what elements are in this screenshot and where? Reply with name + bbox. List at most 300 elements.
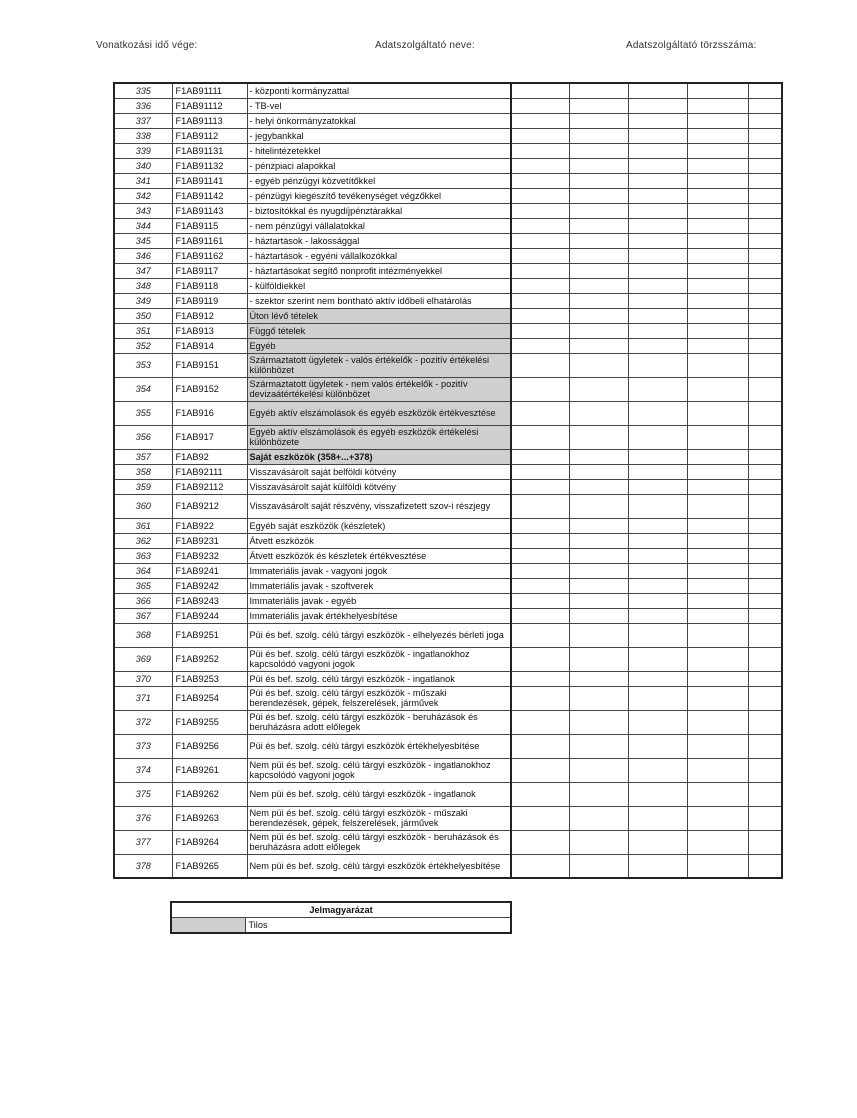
value-cell[interactable]: [687, 83, 748, 98]
row-description: - külföldiekkel: [247, 278, 511, 293]
value-cell[interactable]: [511, 278, 569, 293]
value-cell[interactable]: [511, 338, 569, 353]
value-cell[interactable]: [687, 782, 748, 806]
table-row: [114, 782, 782, 806]
value-cell[interactable]: [569, 593, 628, 608]
value-cell[interactable]: [748, 593, 782, 608]
value-cell[interactable]: [748, 758, 782, 782]
value-cell[interactable]: [628, 401, 687, 425]
value-cell[interactable]: [569, 647, 628, 671]
value-cell[interactable]: [748, 806, 782, 830]
value-cell[interactable]: [628, 494, 687, 518]
value-cell[interactable]: [748, 563, 782, 578]
value-cell[interactable]: [748, 143, 782, 158]
value-cell[interactable]: [687, 758, 748, 782]
value-cell[interactable]: [628, 113, 687, 128]
value-cell[interactable]: [687, 218, 748, 233]
row-code: F1AB91161: [172, 233, 247, 248]
value-cell[interactable]: [511, 686, 569, 710]
row-number: 370: [114, 671, 172, 686]
value-cell[interactable]: [687, 158, 748, 173]
value-cell[interactable]: [569, 233, 628, 248]
value-cell[interactable]: [628, 464, 687, 479]
value-cell[interactable]: [748, 710, 782, 734]
value-cell[interactable]: [687, 128, 748, 143]
row-number: 373: [114, 734, 172, 758]
value-cell[interactable]: [628, 263, 687, 278]
value-cell[interactable]: [687, 686, 748, 710]
row-code: F1AB91111: [172, 83, 247, 98]
table-row: [114, 377, 782, 401]
value-cell[interactable]: [569, 83, 628, 98]
value-cell[interactable]: [628, 671, 687, 686]
row-description: Egyéb saját eszközök (készletek): [247, 518, 511, 533]
row-number: 342: [114, 188, 172, 203]
value-cell[interactable]: [687, 425, 748, 449]
value-cell[interactable]: [687, 563, 748, 578]
value-cell[interactable]: [687, 830, 748, 854]
value-cell[interactable]: [748, 647, 782, 671]
value-cell[interactable]: [628, 188, 687, 203]
row-code: F1AB9243: [172, 593, 247, 608]
row-description: Püi és bef. szolg. célú tárgyi eszközök - műszaki berendezések, gépek, felszerelések, járművek: [247, 686, 511, 710]
value-cell[interactable]: [687, 143, 748, 158]
value-cell[interactable]: [687, 293, 748, 308]
value-cell[interactable]: [748, 98, 782, 113]
value-cell[interactable]: [687, 308, 748, 323]
value-cell[interactable]: [569, 608, 628, 623]
row-description: - háztartásokat segítő nonprofit intézményekkel: [247, 263, 511, 278]
row-code: F1AB91131: [172, 143, 247, 158]
value-cell[interactable]: [748, 293, 782, 308]
row-description: Püi és bef. szolg. célú tárgyi eszközök - elhelyezés bérleti joga: [247, 623, 511, 647]
value-cell[interactable]: [511, 533, 569, 548]
value-cell[interactable]: [628, 293, 687, 308]
value-cell[interactable]: [628, 593, 687, 608]
value-cell[interactable]: [748, 578, 782, 593]
value-cell[interactable]: [569, 758, 628, 782]
value-cell[interactable]: [748, 128, 782, 143]
row-number: 361: [114, 518, 172, 533]
value-cell[interactable]: [628, 308, 687, 323]
value-cell[interactable]: [748, 278, 782, 293]
value-cell[interactable]: [687, 278, 748, 293]
table-row: [114, 623, 782, 647]
value-cell[interactable]: [628, 479, 687, 494]
row-number: 363: [114, 548, 172, 563]
value-cell[interactable]: [569, 464, 628, 479]
row-description: - biztosítókkal és nyugdíjpénztárakkal: [247, 203, 511, 218]
value-cell[interactable]: [511, 563, 569, 578]
value-cell[interactable]: [511, 830, 569, 854]
row-code: F1AB9265: [172, 854, 247, 878]
value-cell[interactable]: [687, 548, 748, 563]
value-cell[interactable]: [628, 143, 687, 158]
value-cell[interactable]: [748, 173, 782, 188]
table-row: [114, 647, 782, 671]
value-cell[interactable]: [511, 623, 569, 647]
value-cell[interactable]: [569, 806, 628, 830]
value-cell[interactable]: [569, 338, 628, 353]
value-cell[interactable]: [569, 425, 628, 449]
value-cell[interactable]: [628, 647, 687, 671]
row-code: F1AB9252: [172, 647, 247, 671]
value-cell[interactable]: [569, 533, 628, 548]
row-description: Immateriális javak - vagyoni jogok: [247, 563, 511, 578]
table-row: [114, 518, 782, 533]
value-cell[interactable]: [569, 494, 628, 518]
value-cell[interactable]: [511, 854, 569, 878]
value-cell[interactable]: [748, 464, 782, 479]
value-cell[interactable]: [628, 338, 687, 353]
row-description: Egyéb aktív elszámolások és egyéb eszközök értékvesztése: [247, 401, 511, 425]
value-cell[interactable]: [628, 578, 687, 593]
row-number: 352: [114, 338, 172, 353]
row-code: F1AB92: [172, 449, 247, 464]
value-cell[interactable]: [511, 293, 569, 308]
value-cell[interactable]: [628, 734, 687, 758]
value-cell[interactable]: [511, 479, 569, 494]
row-description: Püi és bef. szolg. célú tárgyi eszközök - beruházások és beruházásra adott előlegek: [247, 710, 511, 734]
value-cell[interactable]: [569, 830, 628, 854]
row-code: F1AB9253: [172, 671, 247, 686]
legend-swatch-forbidden: [171, 918, 245, 934]
value-cell[interactable]: [687, 734, 748, 758]
value-cell[interactable]: [687, 377, 748, 401]
value-cell[interactable]: [511, 173, 569, 188]
value-cell[interactable]: [569, 578, 628, 593]
value-cell[interactable]: [511, 548, 569, 563]
row-code: F1AB91112: [172, 98, 247, 113]
table-row: [114, 278, 782, 293]
value-cell[interactable]: [569, 293, 628, 308]
value-cell[interactable]: [748, 83, 782, 98]
value-cell[interactable]: [628, 353, 687, 377]
value-cell[interactable]: [687, 608, 748, 623]
value-cell[interactable]: [569, 323, 628, 338]
value-cell[interactable]: [511, 782, 569, 806]
value-cell[interactable]: [687, 854, 748, 878]
row-description: Püi és bef. szolg. célú tárgyi eszközök - ingatlanok: [247, 671, 511, 686]
value-cell[interactable]: [748, 323, 782, 338]
value-cell[interactable]: [569, 143, 628, 158]
row-number: 378: [114, 854, 172, 878]
value-cell[interactable]: [748, 671, 782, 686]
value-cell[interactable]: [687, 233, 748, 248]
value-cell[interactable]: [687, 113, 748, 128]
row-code: F1AB9256: [172, 734, 247, 758]
value-cell[interactable]: [628, 518, 687, 533]
row-number: 354: [114, 377, 172, 401]
value-cell[interactable]: [511, 608, 569, 623]
value-cell[interactable]: [511, 758, 569, 782]
value-cell[interactable]: [628, 830, 687, 854]
row-number: 346: [114, 248, 172, 263]
row-number: 362: [114, 533, 172, 548]
value-cell[interactable]: [628, 98, 687, 113]
value-cell[interactable]: [687, 323, 748, 338]
row-number: 376: [114, 806, 172, 830]
value-cell[interactable]: [748, 338, 782, 353]
row-code: F1AB92112: [172, 479, 247, 494]
value-cell[interactable]: [687, 248, 748, 263]
row-code: F1AB91143: [172, 203, 247, 218]
value-cell[interactable]: [569, 782, 628, 806]
row-code: F1AB91142: [172, 188, 247, 203]
row-number: 348: [114, 278, 172, 293]
table-row: [114, 806, 782, 830]
value-cell[interactable]: [569, 128, 628, 143]
value-cell[interactable]: [748, 548, 782, 563]
row-code: F1AB922: [172, 518, 247, 533]
row-code: F1AB9255: [172, 710, 247, 734]
row-description: Immateriális javak - egyéb: [247, 593, 511, 608]
table-row: [114, 533, 782, 548]
row-description: Átvett eszközök és készletek értékvesztése: [247, 548, 511, 563]
value-cell[interactable]: [569, 353, 628, 377]
value-cell[interactable]: [628, 806, 687, 830]
value-cell[interactable]: [748, 263, 782, 278]
value-cell[interactable]: [511, 377, 569, 401]
value-cell[interactable]: [511, 308, 569, 323]
value-cell[interactable]: [687, 263, 748, 278]
table-row: [114, 353, 782, 377]
value-cell[interactable]: [511, 449, 569, 464]
table-row: [114, 233, 782, 248]
value-cell[interactable]: [748, 233, 782, 248]
value-cell[interactable]: [628, 608, 687, 623]
value-cell[interactable]: [687, 203, 748, 218]
row-number: 365: [114, 578, 172, 593]
row-number: 349: [114, 293, 172, 308]
row-code: F1AB9232: [172, 548, 247, 563]
value-cell[interactable]: [511, 734, 569, 758]
row-number: 367: [114, 608, 172, 623]
value-cell[interactable]: [748, 479, 782, 494]
value-cell[interactable]: [569, 734, 628, 758]
value-cell[interactable]: [511, 143, 569, 158]
value-cell[interactable]: [569, 263, 628, 278]
value-cell[interactable]: [569, 710, 628, 734]
row-description: Származtatott ügyletek - valós értékelők - pozitív értékelési különbözet: [247, 353, 511, 377]
value-cell[interactable]: [687, 464, 748, 479]
table-row: [114, 464, 782, 479]
table-row: [114, 686, 782, 710]
row-description: Saját eszközök (358+...+378): [247, 449, 511, 464]
value-cell[interactable]: [748, 830, 782, 854]
row-description: Függő tételek: [247, 323, 511, 338]
legend: [170, 901, 512, 934]
value-cell[interactable]: [687, 671, 748, 686]
value-cell[interactable]: [748, 308, 782, 323]
value-cell[interactable]: [569, 278, 628, 293]
value-cell[interactable]: [511, 401, 569, 425]
value-cell[interactable]: [687, 188, 748, 203]
table-row: [114, 293, 782, 308]
value-cell[interactable]: [511, 353, 569, 377]
value-cell[interactable]: [569, 401, 628, 425]
value-cell[interactable]: [628, 548, 687, 563]
value-cell[interactable]: [569, 623, 628, 647]
row-description: Visszavásárolt saját részvény, visszafizetett szov-i részjegy: [247, 494, 511, 518]
value-cell[interactable]: [511, 203, 569, 218]
value-cell[interactable]: [628, 233, 687, 248]
value-cell[interactable]: [511, 425, 569, 449]
value-cell[interactable]: [748, 623, 782, 647]
value-cell[interactable]: [687, 533, 748, 548]
value-cell[interactable]: [687, 401, 748, 425]
value-cell[interactable]: [569, 173, 628, 188]
value-cell[interactable]: [687, 578, 748, 593]
value-cell[interactable]: [748, 608, 782, 623]
value-cell[interactable]: [748, 113, 782, 128]
value-cell[interactable]: [628, 323, 687, 338]
value-cell[interactable]: [569, 203, 628, 218]
value-cell[interactable]: [628, 83, 687, 98]
value-cell[interactable]: [748, 158, 782, 173]
value-cell[interactable]: [511, 593, 569, 608]
value-cell[interactable]: [628, 158, 687, 173]
value-cell[interactable]: [628, 248, 687, 263]
value-cell[interactable]: [748, 425, 782, 449]
value-cell[interactable]: [511, 188, 569, 203]
row-description: - háztartások - egyéni vállalkozókkal: [247, 248, 511, 263]
value-cell[interactable]: [687, 98, 748, 113]
value-cell[interactable]: [511, 647, 569, 671]
value-cell[interactable]: [569, 479, 628, 494]
value-cell[interactable]: [687, 806, 748, 830]
value-cell[interactable]: [569, 98, 628, 113]
value-cell[interactable]: [748, 188, 782, 203]
value-cell[interactable]: [748, 854, 782, 878]
value-cell[interactable]: [511, 263, 569, 278]
row-description: Átvett eszközök: [247, 533, 511, 548]
table-row: [114, 425, 782, 449]
value-cell[interactable]: [511, 494, 569, 518]
value-cell[interactable]: [748, 734, 782, 758]
value-cell[interactable]: [628, 854, 687, 878]
value-cell[interactable]: [748, 686, 782, 710]
value-cell[interactable]: [748, 203, 782, 218]
value-cell[interactable]: [511, 671, 569, 686]
value-cell[interactable]: [628, 203, 687, 218]
value-cell[interactable]: [628, 686, 687, 710]
value-cell[interactable]: [569, 686, 628, 710]
value-cell[interactable]: [569, 449, 628, 464]
value-cell[interactable]: [628, 758, 687, 782]
value-cell[interactable]: [687, 479, 748, 494]
value-cell[interactable]: [628, 173, 687, 188]
value-cell[interactable]: [569, 308, 628, 323]
row-number: 345: [114, 233, 172, 248]
value-cell[interactable]: [687, 593, 748, 608]
value-cell[interactable]: [628, 563, 687, 578]
value-cell[interactable]: [748, 494, 782, 518]
value-cell[interactable]: [569, 377, 628, 401]
value-cell[interactable]: [628, 623, 687, 647]
value-cell[interactable]: [687, 623, 748, 647]
value-cell[interactable]: [628, 377, 687, 401]
row-code: F1AB92111: [172, 464, 247, 479]
value-cell[interactable]: [569, 188, 628, 203]
table-row: [114, 479, 782, 494]
value-cell[interactable]: [569, 548, 628, 563]
value-cell[interactable]: [628, 218, 687, 233]
value-cell[interactable]: [748, 518, 782, 533]
value-cell[interactable]: [511, 98, 569, 113]
value-cell[interactable]: [569, 158, 628, 173]
value-cell[interactable]: [511, 710, 569, 734]
row-code: F1AB916: [172, 401, 247, 425]
value-cell[interactable]: [628, 782, 687, 806]
value-cell[interactable]: [569, 518, 628, 533]
table-row: [114, 338, 782, 353]
value-cell[interactable]: [511, 128, 569, 143]
value-cell[interactable]: [687, 173, 748, 188]
value-cell[interactable]: [687, 338, 748, 353]
row-description: Származtatott ügyletek - nem valós értékelők - pozitív devizaátértékelési különbözet: [247, 377, 511, 401]
value-cell[interactable]: [687, 518, 748, 533]
table-row: [114, 113, 782, 128]
value-cell[interactable]: [687, 353, 748, 377]
row-code: F1AB9152: [172, 377, 247, 401]
value-cell[interactable]: [569, 113, 628, 128]
value-cell[interactable]: [511, 218, 569, 233]
value-cell[interactable]: [748, 401, 782, 425]
value-cell[interactable]: [748, 377, 782, 401]
value-cell[interactable]: [628, 278, 687, 293]
value-cell[interactable]: [511, 158, 569, 173]
value-cell[interactable]: [511, 233, 569, 248]
value-cell[interactable]: [511, 323, 569, 338]
value-cell[interactable]: [628, 533, 687, 548]
value-cell[interactable]: [511, 83, 569, 98]
value-cell[interactable]: [569, 671, 628, 686]
value-cell[interactable]: [628, 425, 687, 449]
value-cell[interactable]: [748, 449, 782, 464]
row-number: 374: [114, 758, 172, 782]
value-cell[interactable]: [687, 494, 748, 518]
value-cell[interactable]: [511, 113, 569, 128]
row-number: 359: [114, 479, 172, 494]
value-cell[interactable]: [511, 518, 569, 533]
value-cell[interactable]: [748, 353, 782, 377]
value-cell[interactable]: [748, 533, 782, 548]
value-cell[interactable]: [628, 128, 687, 143]
value-cell[interactable]: [748, 782, 782, 806]
value-cell[interactable]: [511, 806, 569, 830]
value-cell[interactable]: [687, 647, 748, 671]
value-cell[interactable]: [687, 710, 748, 734]
value-cell[interactable]: [511, 578, 569, 593]
row-code: F1AB9254: [172, 686, 247, 710]
value-cell[interactable]: [687, 449, 748, 464]
table-row: [114, 158, 782, 173]
value-cell[interactable]: [511, 464, 569, 479]
value-cell[interactable]: [569, 854, 628, 878]
value-cell[interactable]: [748, 218, 782, 233]
value-cell[interactable]: [511, 248, 569, 263]
value-cell[interactable]: [569, 563, 628, 578]
value-cell[interactable]: [748, 248, 782, 263]
row-code: F1AB9242: [172, 578, 247, 593]
value-cell[interactable]: [628, 710, 687, 734]
value-cell[interactable]: [569, 248, 628, 263]
row-number: 357: [114, 449, 172, 464]
row-number: 336: [114, 98, 172, 113]
value-cell[interactable]: [628, 449, 687, 464]
value-cell[interactable]: [569, 218, 628, 233]
